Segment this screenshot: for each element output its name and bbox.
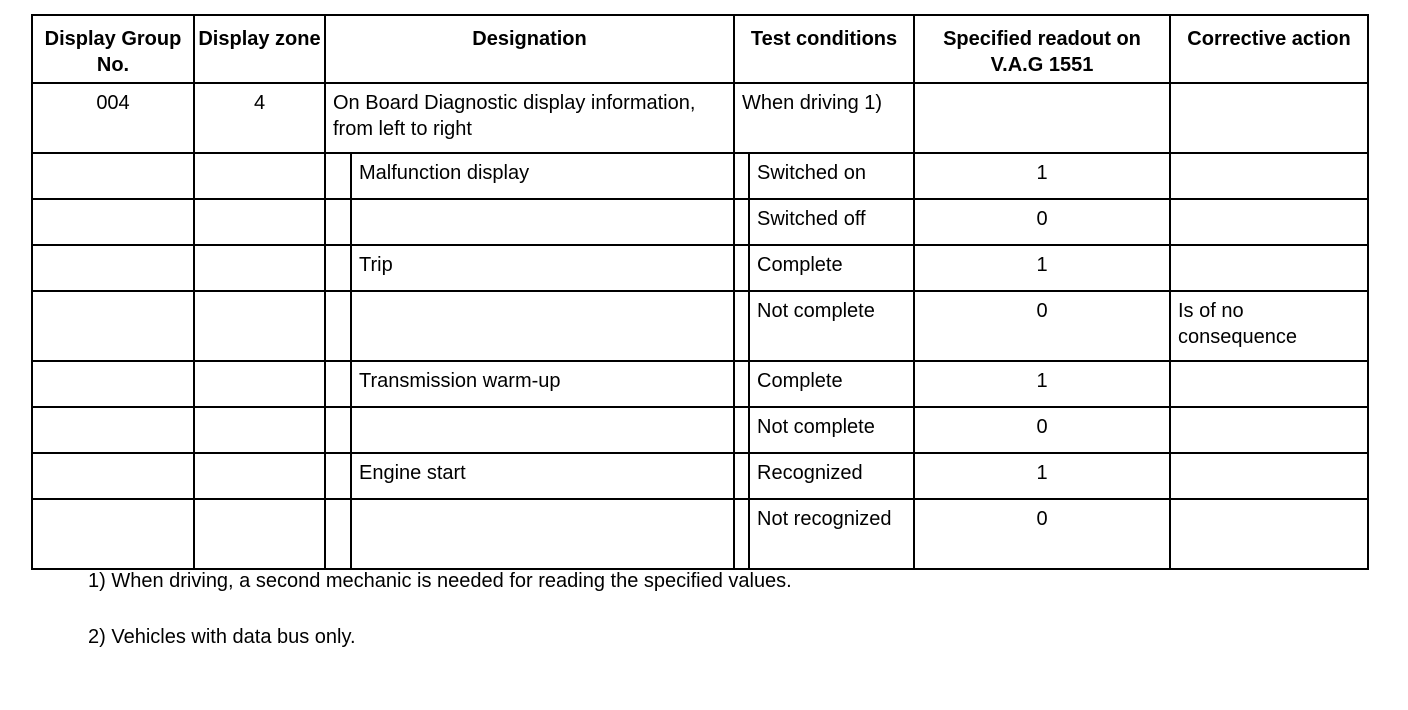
cell-indent [734, 153, 749, 199]
cell-test: Not recognized [749, 499, 914, 569]
cell-group [32, 199, 194, 245]
cell-action [1170, 407, 1368, 453]
cell-test: When driving 1) [734, 83, 914, 153]
cell-group [32, 245, 194, 291]
cell-readout: 1 [914, 245, 1170, 291]
cell-indent [734, 361, 749, 407]
cell-test: Not complete [749, 291, 914, 361]
cell-readout [914, 83, 1170, 153]
cell-group [32, 291, 194, 361]
cell-designation: On Board Diagnostic display information, from left to right [325, 83, 734, 153]
cell-group [32, 361, 194, 407]
header-designation: Designation [325, 15, 734, 83]
table-row [32, 153, 1368, 199]
cell-zone [194, 199, 325, 245]
table-row [32, 245, 1368, 291]
cell-action [1170, 499, 1368, 569]
table-row [32, 83, 1368, 153]
cell-group [32, 153, 194, 199]
cell-test: Switched off [749, 199, 914, 245]
cell-indent [734, 407, 749, 453]
cell-designation [351, 199, 734, 245]
cell-designation: Engine start [351, 453, 734, 499]
cell-readout: 1 [914, 153, 1170, 199]
cell-designation [351, 291, 734, 361]
cell-designation: Malfunction display [351, 153, 734, 199]
cell-indent [734, 499, 749, 569]
cell-indent [325, 361, 351, 407]
cell-indent [325, 199, 351, 245]
cell-designation [351, 407, 734, 453]
cell-readout: 0 [914, 407, 1170, 453]
table-row [32, 407, 1368, 453]
cell-action [1170, 361, 1368, 407]
cell-action: Is of no consequence [1170, 291, 1368, 361]
cell-group [32, 407, 194, 453]
cell-group [32, 499, 194, 569]
cell-group: 004 [32, 83, 194, 153]
cell-action [1170, 245, 1368, 291]
cell-action [1170, 453, 1368, 499]
cell-test: Complete [749, 245, 914, 291]
header-row [32, 15, 1368, 83]
table-row [32, 361, 1368, 407]
header-specified-readout: Specified readout on V.A.G 1551 [914, 15, 1170, 83]
cell-indent [325, 291, 351, 361]
cell-indent [734, 199, 749, 245]
cell-indent [325, 499, 351, 569]
cell-readout: 0 [914, 499, 1170, 569]
table-row [32, 291, 1368, 361]
cell-zone [194, 153, 325, 199]
cell-zone [194, 499, 325, 569]
cell-action [1170, 83, 1368, 153]
cell-zone: 4 [194, 83, 325, 153]
cell-designation: Transmission warm-up [351, 361, 734, 407]
cell-readout: 0 [914, 199, 1170, 245]
cell-indent [734, 291, 749, 361]
table-row [32, 199, 1368, 245]
diagnostic-table [31, 14, 1369, 570]
cell-test: Recognized [749, 453, 914, 499]
cell-readout: 0 [914, 291, 1170, 361]
cell-indent [734, 453, 749, 499]
cell-designation: Trip [351, 245, 734, 291]
cell-indent [734, 245, 749, 291]
footnote-1: 1) When driving, a second mechanic is needed for reading the specified values. [88, 570, 792, 592]
table-row [32, 453, 1368, 499]
cell-indent [325, 453, 351, 499]
table-row [32, 499, 1368, 569]
cell-indent [325, 153, 351, 199]
cell-zone [194, 291, 325, 361]
cell-zone [194, 361, 325, 407]
header-corrective-action: Corrective action [1170, 15, 1368, 83]
header-test-conditions: Test conditions [734, 15, 914, 83]
cell-indent [325, 407, 351, 453]
cell-readout: 1 [914, 361, 1170, 407]
header-display-zone: Display zone [194, 15, 325, 83]
cell-test: Complete [749, 361, 914, 407]
cell-group [32, 453, 194, 499]
cell-zone [194, 245, 325, 291]
header-display-group: Display Group No. [32, 15, 194, 83]
footnotes [88, 568, 792, 650]
cell-designation [351, 499, 734, 569]
cell-zone [194, 407, 325, 453]
cell-zone [194, 453, 325, 499]
cell-readout: 1 [914, 453, 1170, 499]
cell-test: Switched on [749, 153, 914, 199]
cell-test: Not complete [749, 407, 914, 453]
cell-action [1170, 153, 1368, 199]
cell-indent [325, 245, 351, 291]
footnote-2: 2) Vehicles with data bus only. [88, 626, 356, 648]
cell-action [1170, 199, 1368, 245]
